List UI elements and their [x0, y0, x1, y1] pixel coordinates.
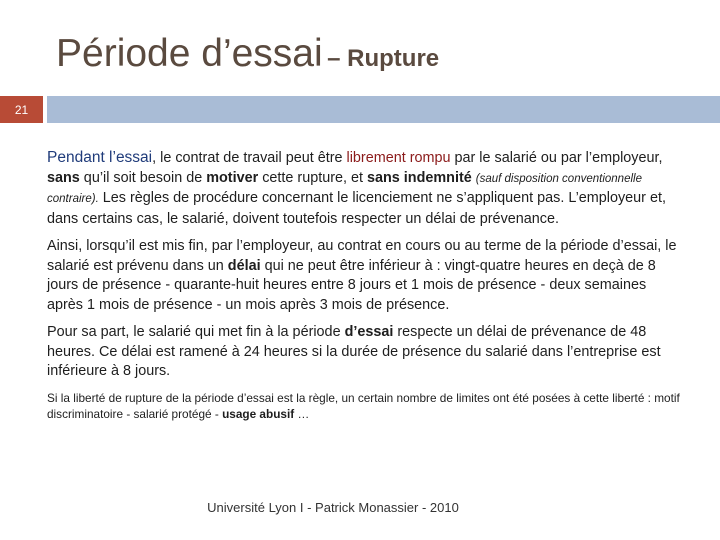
paragraph-2	[47, 237, 683, 315]
text: Si la liberté de rupture de la période d’essai est la règle, un certain nombre de limites ont été posées à cette liberté : motif discriminatoire - salarié protégé -	[47, 390, 680, 421]
text: Les règles de procédure concernant le licenciement ne s’appliquent pas. L’employeur et, dans certains cas, le salarié, doivent toutefois respecter un délai de prévenance.	[47, 190, 666, 227]
text: cette rupture, et	[258, 169, 367, 186]
italic-note: (sauf disposition conventionnelle contraire).	[47, 172, 642, 205]
bold-text: usage abusif	[222, 406, 295, 421]
title-suffix: – Rupture	[327, 45, 440, 72]
text: qu’il soit besoin de	[79, 169, 207, 186]
bold-text: délai	[227, 257, 261, 274]
title-main: Période d’essai	[56, 32, 323, 75]
bold-text: motiver	[206, 169, 259, 186]
title-rule-bar	[47, 96, 720, 123]
text: , le contrat de travail peut être	[152, 150, 347, 166]
text: qui ne peut être inférieur à : vingt-quatre heures en deçà de 8 jours de présence - quarante-huit heures entre 8 jours et 1 mois de présence - deux semaines après 1 mois de présence - un mois après 3 mois de présence.	[47, 257, 656, 313]
slide-footer: Université Lyon I - Patrick Monassier - 2010	[207, 500, 459, 515]
paragraph-1	[47, 148, 683, 229]
bold-text: sans indemnité	[367, 169, 472, 186]
text: Ainsi, lorsqu’il est mis fin, par l’employeur, au contrat en cours ou au terme de la période d’essai, le salarié est prévenu dans un	[47, 238, 677, 274]
text: respecte un délai de prévenance de 48 heures. Ce délai est ramené à 24 heures si la durée de présence du salarié dans l’entreprise est inférieure à 8 jours.	[47, 324, 661, 379]
slide-title	[56, 32, 439, 76]
slide-body	[47, 148, 683, 430]
text: …	[294, 406, 310, 421]
emphasis-red: librement rompu	[346, 150, 451, 166]
text: par le salarié ou par l’employeur,	[450, 150, 663, 166]
paragraph-4	[47, 390, 683, 422]
text: Pour sa part, le salarié qui met fin à la période	[47, 324, 345, 340]
bold-text: sans	[47, 169, 80, 186]
lead-text: Pendant l’essai	[47, 149, 153, 166]
bold-text: d’essai	[344, 324, 394, 340]
slide-number-badge: 21	[0, 96, 43, 123]
paragraph-3	[47, 323, 683, 382]
